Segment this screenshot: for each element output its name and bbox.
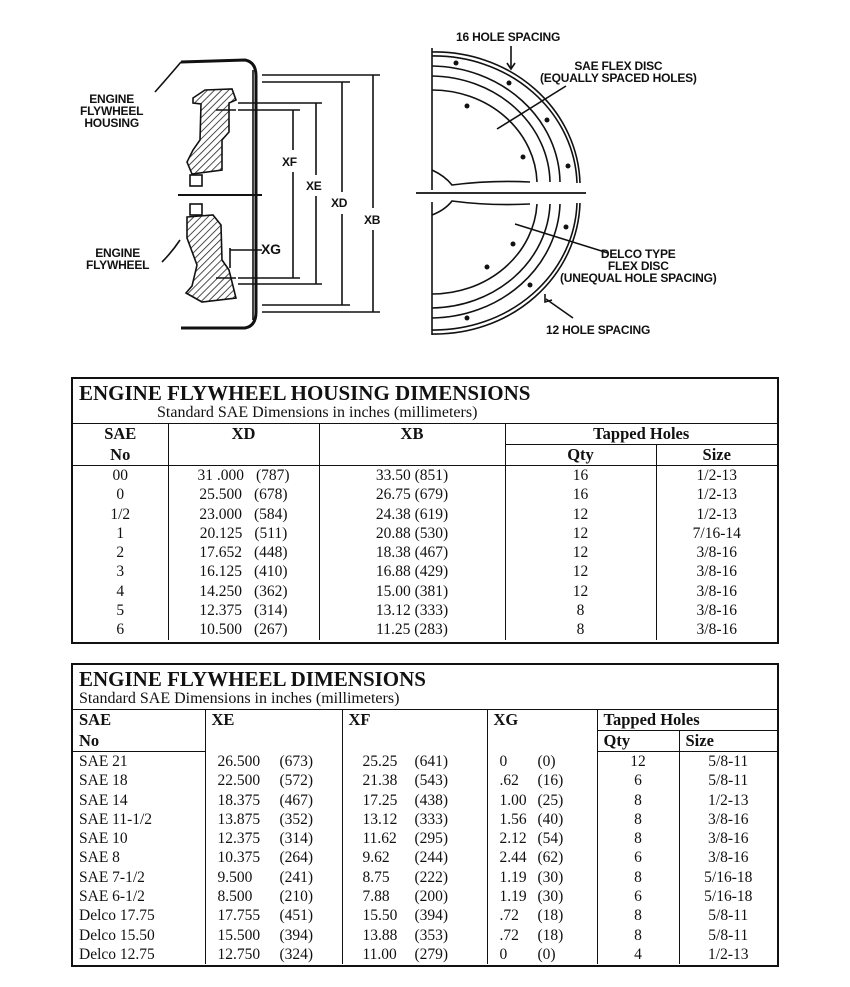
cell-qty: 8 bbox=[505, 620, 656, 639]
cell-qty: 6 bbox=[597, 887, 679, 906]
cell-xe bbox=[205, 868, 342, 887]
cell-xf bbox=[342, 945, 487, 964]
housing-dimensions-table bbox=[71, 377, 779, 644]
cell-sae: 0 bbox=[116, 486, 125, 504]
cell-xe-mm: (467) bbox=[279, 791, 314, 809]
cell-xe bbox=[205, 810, 342, 829]
cell-xe-mm: (241) bbox=[279, 868, 314, 886]
cell-xd-in: 10.500 bbox=[199, 621, 243, 639]
cell-xd bbox=[168, 505, 319, 524]
cell-xd-in: 14.250 bbox=[199, 582, 243, 600]
label-line: (EQUALLY SPACED HOLES) bbox=[540, 71, 697, 85]
cell-xg-in: 1.19 bbox=[499, 868, 527, 886]
cell-xd-mm: (267) bbox=[254, 621, 288, 639]
cell-sae: SAE 10 bbox=[79, 830, 128, 848]
table-row bbox=[73, 485, 777, 504]
cell-qty: 12 bbox=[505, 582, 656, 601]
cell-size: 1/2-13 bbox=[656, 505, 777, 524]
cell-xd bbox=[168, 524, 319, 543]
header-tapped-holes: Tapped Holes bbox=[597, 710, 777, 731]
cell-xb: 18.38 (467) bbox=[319, 543, 505, 562]
cell-qty: 8 bbox=[597, 829, 679, 848]
cell-xg-in: 0 bbox=[499, 945, 508, 963]
flywheel-table-grid bbox=[73, 709, 777, 964]
cell-sae: SAE 11-1/2 bbox=[79, 810, 153, 828]
cell-xe bbox=[205, 752, 342, 772]
cell-xf-in: 11.00 bbox=[362, 945, 397, 963]
cell-xg-mm: (0) bbox=[537, 752, 556, 770]
table-row bbox=[73, 771, 777, 790]
cell-size: 3/8-16 bbox=[656, 601, 777, 620]
table-row bbox=[73, 810, 777, 829]
header-tapped-holes: Tapped Holes bbox=[505, 424, 777, 445]
cell-xd-in: 20.125 bbox=[199, 524, 243, 542]
table-row bbox=[73, 620, 777, 639]
cell-xg bbox=[487, 906, 597, 925]
cell-xe-mm: (394) bbox=[279, 926, 314, 944]
cell-sae: 00 bbox=[73, 466, 168, 486]
cell-xf bbox=[342, 829, 487, 848]
cell-qty: 12 bbox=[505, 562, 656, 581]
label-xb: XB bbox=[364, 213, 381, 227]
cell-xf-mm: (200) bbox=[414, 888, 449, 906]
cell-xg-in: 0 bbox=[499, 752, 508, 770]
cell-xg-in: .72 bbox=[499, 907, 519, 925]
cell-sae: SAE 18 bbox=[79, 772, 128, 790]
cell-xg-in: 1.19 bbox=[499, 888, 527, 906]
cell-xf bbox=[342, 887, 487, 906]
cell-xf bbox=[342, 752, 487, 772]
cell-xg-mm: (0) bbox=[537, 945, 556, 963]
cell-xe-in: 17.755 bbox=[217, 907, 261, 925]
table-row bbox=[73, 562, 777, 581]
cell-xd bbox=[168, 485, 319, 504]
cell-xg bbox=[487, 810, 597, 829]
cell-xe bbox=[205, 926, 342, 945]
header-sae: SAE bbox=[73, 424, 168, 445]
label-delco-flex-disc bbox=[560, 248, 717, 284]
cell-sae: SAE 7-1/2 bbox=[79, 868, 145, 886]
table-row bbox=[73, 829, 777, 848]
cell-xe-mm: (572) bbox=[279, 772, 314, 790]
cell-xf-in: 9.62 bbox=[362, 849, 390, 867]
label-xe: XE bbox=[306, 179, 322, 193]
header-size: Size bbox=[656, 445, 777, 466]
cell-qty: 8 bbox=[505, 601, 656, 620]
cell-sae: SAE 14 bbox=[79, 791, 128, 809]
label-line: FLYWHEEL bbox=[80, 104, 144, 118]
table-row bbox=[73, 582, 777, 601]
cell-xg bbox=[487, 945, 597, 964]
cell-size: 3/8-16 bbox=[656, 562, 777, 581]
cell-xd-mm: (314) bbox=[254, 602, 288, 620]
cell-xf bbox=[342, 906, 487, 925]
cell-sae: SAE 21 bbox=[73, 752, 205, 772]
flywheel-dimensions-table bbox=[71, 663, 779, 967]
label-line: ENGINE bbox=[95, 246, 141, 260]
table-row bbox=[73, 524, 777, 543]
cell-xf bbox=[342, 771, 487, 790]
cell-size: 7/16-14 bbox=[656, 524, 777, 543]
cell-xd bbox=[168, 466, 319, 486]
cell-xf bbox=[342, 868, 487, 887]
cell-xd bbox=[168, 543, 319, 562]
cell-size: 3/8-16 bbox=[679, 829, 777, 848]
cell-xe bbox=[205, 791, 342, 810]
cell-xg bbox=[487, 848, 597, 867]
cell-xe-in: 15.500 bbox=[217, 926, 261, 944]
cell-sae: 1/2 bbox=[110, 505, 131, 523]
label-line: SAE FLEX DISC bbox=[574, 59, 663, 73]
cell-xg bbox=[487, 868, 597, 887]
flywheel-table-title: ENGINE FLYWHEEL DIMENSIONS bbox=[79, 667, 426, 691]
cell-xg bbox=[487, 926, 597, 945]
cell-xe-in: 18.375 bbox=[217, 791, 261, 809]
cell-xf-in: 15.50 bbox=[362, 907, 398, 925]
cell-xf-mm: (438) bbox=[414, 791, 449, 809]
label-engine-flywheel bbox=[86, 247, 149, 271]
cell-size: 5/16-18 bbox=[679, 887, 777, 906]
cell-xd-in: 17.652 bbox=[199, 544, 243, 562]
cell-qty: 12 bbox=[505, 543, 656, 562]
cell-qty: 8 bbox=[597, 791, 679, 810]
cell-xd-in: 31 .000 bbox=[197, 467, 244, 484]
cell-xf-in: 13.88 bbox=[362, 926, 398, 944]
cell-xd-mm: (678) bbox=[254, 486, 288, 504]
table-row bbox=[73, 945, 777, 964]
table-row bbox=[73, 601, 777, 620]
label-line: (UNEQUAL HOLE SPACING) bbox=[560, 271, 717, 285]
header-qty: Qty bbox=[597, 731, 679, 752]
cell-size: 3/8-16 bbox=[656, 582, 777, 601]
cell-size: 3/8-16 bbox=[656, 543, 777, 562]
cell-xe-in: 8.500 bbox=[217, 888, 253, 906]
cell-xd-in: 25.500 bbox=[199, 486, 243, 504]
cell-xd bbox=[168, 582, 319, 601]
table-row bbox=[73, 466, 777, 486]
cell-xd-in: 16.125 bbox=[199, 563, 243, 581]
cell-size: 5/8-11 bbox=[679, 906, 777, 925]
cell-qty: 12 bbox=[597, 752, 679, 772]
cell-xg-mm: (16) bbox=[537, 772, 564, 790]
cell-xe-in: 22.500 bbox=[217, 772, 261, 790]
cell-sae: 5 bbox=[116, 602, 125, 620]
cell-xe-in: 9.500 bbox=[217, 868, 253, 886]
cell-xg-mm: (30) bbox=[537, 868, 564, 886]
cell-size: 1/2-13 bbox=[679, 945, 777, 964]
cell-xg-in: 2.12 bbox=[499, 830, 527, 848]
cell-size: 5/8-11 bbox=[679, 752, 777, 772]
cell-xg bbox=[487, 771, 597, 790]
cell-xe bbox=[205, 887, 342, 906]
cell-qty: 12 bbox=[505, 505, 656, 524]
cell-xe-mm: (324) bbox=[279, 945, 314, 963]
cell-xg-in: .72 bbox=[499, 926, 519, 944]
cell-qty: 8 bbox=[597, 926, 679, 945]
cell-xb: 26.75 (679) bbox=[319, 485, 505, 504]
cell-xf-in: 21.38 bbox=[362, 772, 398, 790]
cell-xf-mm: (295) bbox=[414, 830, 449, 848]
cell-xd-mm: (787) bbox=[255, 467, 290, 484]
cell-size: 5/8-11 bbox=[679, 771, 777, 790]
cell-xg-in: 2.44 bbox=[499, 849, 527, 867]
cell-xb: 16.88 (429) bbox=[319, 562, 505, 581]
cell-xe-mm: (451) bbox=[279, 907, 314, 925]
cell-xg bbox=[487, 887, 597, 906]
cell-xd bbox=[168, 620, 319, 639]
cell-xf-mm: (244) bbox=[414, 849, 449, 867]
header-xf: XF bbox=[342, 710, 487, 752]
cell-xf-in: 11.62 bbox=[362, 830, 397, 848]
cell-xb: 15.00 (381) bbox=[319, 582, 505, 601]
header-no: No bbox=[110, 444, 131, 464]
cell-xe bbox=[205, 945, 342, 964]
cell-xe-mm: (314) bbox=[279, 830, 314, 848]
cell-xg bbox=[487, 829, 597, 848]
cell-xf-mm: (353) bbox=[414, 926, 449, 944]
cell-xe bbox=[205, 771, 342, 790]
cell-xg-mm: (62) bbox=[537, 849, 564, 867]
header-qty: Qty bbox=[505, 445, 656, 466]
cell-xg bbox=[487, 791, 597, 810]
cell-xg-in: .62 bbox=[499, 772, 519, 790]
cell-xb: 13.12 (333) bbox=[319, 601, 505, 620]
cell-xd bbox=[168, 562, 319, 581]
table-row bbox=[73, 887, 777, 906]
header-xb: XB bbox=[319, 424, 505, 466]
cell-size: 1/2-13 bbox=[656, 466, 777, 486]
cell-xd-in: 23.000 bbox=[199, 505, 243, 523]
cell-xf-mm: (333) bbox=[414, 810, 449, 828]
cell-xe bbox=[205, 829, 342, 848]
table-row bbox=[73, 926, 777, 945]
cell-xg-in: 1.56 bbox=[499, 810, 527, 828]
cell-xg-mm: (18) bbox=[537, 907, 564, 925]
cell-xe-in: 10.375 bbox=[217, 849, 261, 867]
cell-xb: 33.50 (851) bbox=[319, 466, 505, 486]
cell-xb: 11.25 (283) bbox=[319, 620, 505, 639]
label-sae-flex-disc bbox=[540, 60, 697, 84]
cell-size: 3/8-16 bbox=[656, 620, 777, 639]
cell-xd-mm: (584) bbox=[254, 505, 288, 523]
label-xf: XF bbox=[282, 155, 297, 169]
cell-size: 1/2-13 bbox=[679, 791, 777, 810]
cell-xe-mm: (673) bbox=[279, 752, 314, 770]
cell-sae: 3 bbox=[116, 563, 125, 581]
label-line: FLEX DISC bbox=[607, 259, 669, 273]
header-no: No bbox=[79, 730, 100, 750]
cell-xf bbox=[342, 848, 487, 867]
cell-xf-in: 25.25 bbox=[362, 752, 398, 770]
table-row bbox=[73, 752, 777, 772]
label-xg: XG bbox=[261, 241, 281, 257]
cell-sae: 6 bbox=[116, 621, 125, 639]
table-row bbox=[73, 791, 777, 810]
cell-xg-in: 1.00 bbox=[499, 791, 527, 809]
table-row bbox=[73, 543, 777, 562]
label-xd: XD bbox=[331, 196, 348, 210]
housing-table-title: ENGINE FLYWHEEL HOUSING DIMENSIONS bbox=[79, 381, 531, 405]
label-line: ENGINE bbox=[89, 92, 135, 106]
cell-xb: 20.88 (530) bbox=[319, 524, 505, 543]
cell-xg-mm: (40) bbox=[537, 810, 564, 828]
cell-sae: SAE 6-1/2 bbox=[79, 888, 145, 906]
cell-sae: 1 bbox=[116, 524, 125, 542]
cell-xf bbox=[342, 810, 487, 829]
table-row bbox=[73, 848, 777, 867]
cell-xd-mm: (362) bbox=[254, 582, 288, 600]
cell-xd-mm: (410) bbox=[254, 563, 288, 581]
cell-qty: 12 bbox=[505, 524, 656, 543]
cell-xf-mm: (222) bbox=[414, 868, 449, 886]
cell-sae: 4 bbox=[116, 582, 125, 600]
cell-xe-in: 12.375 bbox=[217, 830, 261, 848]
cell-xd-in: 12.375 bbox=[199, 602, 243, 620]
header-xg: XG bbox=[487, 710, 597, 752]
cell-xf-mm: (543) bbox=[414, 772, 449, 790]
cell-xe-in: 12.750 bbox=[217, 945, 261, 963]
flywheel-diagram bbox=[0, 0, 850, 360]
header-xd: XD bbox=[168, 424, 319, 466]
cell-size: 3/8-16 bbox=[679, 810, 777, 829]
cell-xg-mm: (54) bbox=[537, 830, 564, 848]
housing-table-subtitle: Standard SAE Dimensions in inches (millimeters) bbox=[157, 404, 478, 421]
cell-qty: 8 bbox=[597, 810, 679, 829]
cell-xf-mm: (394) bbox=[414, 907, 449, 925]
cell-xe-mm: (264) bbox=[279, 849, 314, 867]
cell-xe-in: 26.500 bbox=[217, 752, 261, 770]
label-line: HOUSING bbox=[84, 116, 139, 130]
cell-xf-mm: (641) bbox=[414, 752, 449, 770]
cell-xd-mm: (448) bbox=[254, 544, 288, 562]
cell-xf-in: 8.75 bbox=[362, 868, 390, 886]
cell-xf-mm: (279) bbox=[414, 945, 449, 963]
cell-xf-in: 17.25 bbox=[362, 791, 398, 809]
cell-qty: 6 bbox=[597, 848, 679, 867]
cell-qty: 16 bbox=[505, 466, 656, 486]
header-xe: XE bbox=[205, 710, 342, 752]
label-line: DELCO TYPE bbox=[600, 247, 676, 261]
cell-xe-mm: (210) bbox=[279, 888, 314, 906]
cell-xf bbox=[342, 926, 487, 945]
cell-xf bbox=[342, 791, 487, 810]
cell-qty: 8 bbox=[597, 868, 679, 887]
cell-xe bbox=[205, 848, 342, 867]
housing-table-grid bbox=[73, 423, 777, 640]
cell-xb: 24.38 (619) bbox=[319, 505, 505, 524]
cell-sae: SAE 8 bbox=[79, 849, 120, 867]
cell-xg bbox=[487, 752, 597, 772]
cell-size: 5/16-18 bbox=[679, 868, 777, 887]
cell-xd-mm: (511) bbox=[254, 524, 288, 542]
label-engine-flywheel-housing bbox=[80, 93, 143, 129]
table-row bbox=[73, 868, 777, 887]
flywheel-cross-section-drawing bbox=[0, 0, 850, 360]
cell-qty: 8 bbox=[597, 906, 679, 925]
cell-xf-in: 13.12 bbox=[362, 810, 398, 828]
cell-qty: 6 bbox=[597, 771, 679, 790]
cell-sae: Delco 12.75 bbox=[79, 945, 155, 963]
table-row bbox=[73, 505, 777, 524]
header-sae: SAE bbox=[73, 710, 205, 731]
label-16-hole-spacing: 16 HOLE SPACING bbox=[456, 30, 561, 44]
cell-size: 1/2-13 bbox=[656, 485, 777, 504]
cell-qty: 16 bbox=[505, 485, 656, 504]
label-line: FLYWHEEL bbox=[86, 258, 150, 272]
header-size: Size bbox=[679, 731, 777, 752]
cell-xg-mm: (25) bbox=[537, 791, 564, 809]
cell-xg-mm: (30) bbox=[537, 888, 564, 906]
cell-xe bbox=[205, 906, 342, 925]
cell-sae: Delco 15.50 bbox=[79, 926, 155, 944]
table-row bbox=[73, 906, 777, 925]
flywheel-table-subtitle: Standard SAE Dimensions in inches (millimeters) bbox=[79, 690, 400, 707]
cell-xd bbox=[168, 601, 319, 620]
cell-size: 3/8-16 bbox=[679, 848, 777, 867]
cell-size: 5/8-11 bbox=[679, 926, 777, 945]
cell-qty: 4 bbox=[597, 945, 679, 964]
cell-xe-in: 13.875 bbox=[217, 810, 261, 828]
cell-xf-in: 7.88 bbox=[362, 888, 390, 906]
cell-sae: 2 bbox=[116, 544, 125, 562]
cell-xe-mm: (352) bbox=[279, 810, 314, 828]
cell-xg-mm: (18) bbox=[537, 926, 564, 944]
cell-sae: Delco 17.75 bbox=[79, 907, 155, 925]
label-12-hole-spacing: 12 HOLE SPACING bbox=[546, 323, 651, 337]
